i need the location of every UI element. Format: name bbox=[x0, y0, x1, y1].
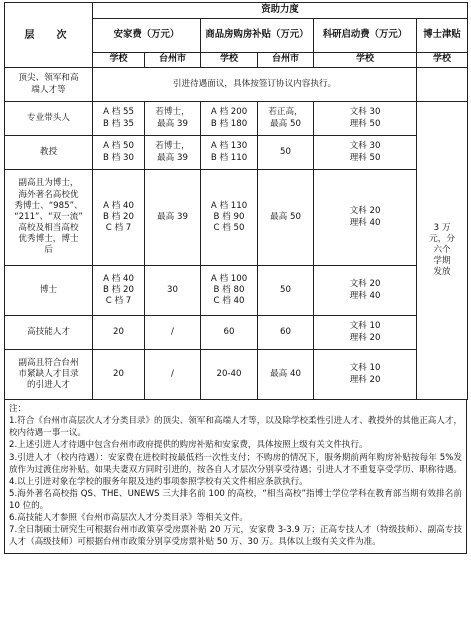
cell-line: A 档 50 bbox=[103, 141, 134, 152]
settle-school-cell bbox=[93, 316, 145, 350]
cell-line: 文科 10 bbox=[349, 363, 381, 374]
cell-line: 文科 20 bbox=[349, 206, 381, 217]
cell-line: 理科 40 bbox=[349, 217, 381, 228]
note-item: 3.引进人才（校内待遇）：安家费在进校时按最低档一次性支付；不购房的情况下，服务期前两年购房补贴按每年 5%发放作为过渡住房补贴。如果夫妻双方同时引进的，按各自人才层次分别享受待遇；引进人才不重复享受学历、职称待遇。 bbox=[9, 452, 462, 475]
cell-line: A 档 40 bbox=[103, 200, 134, 211]
table-row bbox=[5, 170, 468, 266]
postdoc-allowance-header: 博士津贴 bbox=[417, 19, 468, 53]
cell-line: 20-40 bbox=[216, 368, 242, 379]
settle-city-cell bbox=[145, 136, 201, 170]
cell-line: 发放 bbox=[433, 267, 451, 278]
cell-line: 若博士， bbox=[155, 107, 190, 118]
house-school-cell bbox=[201, 102, 258, 136]
research-cell bbox=[314, 266, 417, 316]
cell-line: B 档 30 bbox=[103, 152, 134, 163]
note-item: 7.全日制硕士研究生可根据台州市政策享受房票补贴 20 万元，安家费 3-3.9 万；正高专技人才（特级技师）、副高专技人才（高级技师）可根据台州市政策分别享受房票补贴 50 万、30 万。具体以上级有关文件为准。 bbox=[9, 525, 462, 548]
house-school-cell bbox=[201, 316, 258, 350]
housing-city-subheader: 台州市 bbox=[258, 53, 314, 68]
table-body bbox=[5, 68, 468, 400]
note-item: 6.高技能人才参照《台州市高层次人才分类目录》等相关文件。 bbox=[9, 513, 248, 524]
cell-line: B 档 20 bbox=[103, 211, 134, 222]
research-cell bbox=[314, 136, 417, 170]
house-city-cell bbox=[258, 170, 314, 266]
house-school-cell bbox=[201, 170, 258, 266]
cell-line: 副高且符合台州 bbox=[18, 357, 79, 368]
cell-line: B 档 20 bbox=[103, 284, 134, 295]
cell-line: 海外著名高校优 bbox=[18, 189, 79, 200]
level-cell bbox=[5, 350, 93, 400]
notes-list bbox=[9, 415, 462, 548]
support-header: 资助力度 bbox=[93, 3, 468, 19]
cell-line: 市紧缺人才目录 bbox=[18, 368, 79, 379]
cell-line: 50 bbox=[280, 146, 291, 157]
research-cell bbox=[314, 102, 417, 136]
housing-subsidy-header: 商品房购房补贴（万元） bbox=[201, 19, 314, 53]
cell-line: C 档 50 bbox=[213, 223, 245, 234]
cell-line: 30 bbox=[167, 284, 178, 295]
cell-line: A 档 130 bbox=[210, 141, 248, 152]
cell-line: 文科 30 bbox=[349, 107, 381, 118]
house-city-cell bbox=[258, 350, 314, 400]
cell-line: A 档 40 bbox=[103, 273, 134, 284]
settle-school-cell bbox=[93, 136, 145, 170]
level-cell bbox=[5, 170, 93, 266]
cell-line: / bbox=[171, 326, 174, 337]
cell-line: C 档 40 bbox=[213, 296, 245, 307]
settle-city-cell bbox=[145, 350, 201, 400]
house-city-cell bbox=[258, 136, 314, 170]
research-school-subheader: 学校 bbox=[314, 53, 417, 68]
level-cell bbox=[5, 102, 93, 136]
settle-school-cell bbox=[93, 170, 145, 266]
cell-line: 六个 bbox=[433, 244, 451, 255]
table-row bbox=[5, 136, 468, 170]
settle-school-cell bbox=[93, 266, 145, 316]
level-cell bbox=[5, 266, 93, 316]
cell-line: 若正高， bbox=[268, 107, 303, 118]
cell-line: B 档 180 bbox=[210, 118, 248, 129]
negotiable-cell: 引进待遇面议，具体按签订协议内容执行。 bbox=[93, 68, 417, 102]
cell-line: 3 万 bbox=[433, 222, 451, 233]
postdoc-allowance-cell bbox=[417, 102, 468, 400]
cell-line: 专业带头人 bbox=[27, 112, 70, 123]
cell-line: 60 bbox=[280, 326, 291, 337]
cell-line: 理科 50 bbox=[349, 118, 381, 129]
note-item: 1.符合《台州市高层次人才分类目录》的顶尖、领军和高端人才等，以及除学校柔性引进人才、教授外的其他正高人才，校内待遇一事一议。 bbox=[9, 416, 462, 439]
cell-line: 元，分 bbox=[429, 233, 455, 244]
house-school-cell bbox=[201, 350, 258, 400]
settle-city-subheader: 台州市 bbox=[145, 53, 201, 68]
house-city-cell bbox=[258, 102, 314, 136]
talent-support-table bbox=[4, 2, 468, 400]
research-cell bbox=[314, 170, 417, 266]
cell-line: 最高 39 bbox=[157, 118, 188, 129]
cell-line: 博士 bbox=[39, 284, 58, 295]
cell-line: “211”、“双一流” bbox=[14, 211, 83, 222]
table-row bbox=[5, 102, 468, 136]
settle-school-cell bbox=[93, 102, 145, 136]
cell-line: A 档 200 bbox=[210, 107, 248, 118]
cell-line: 文科 10 bbox=[349, 321, 381, 332]
cell-line: 理科 40 bbox=[349, 290, 381, 301]
cell-line: 理科 20 bbox=[349, 374, 381, 385]
note-item: 5.海外著名高校指 QS、THE、UNEWS 三大排名前 100 的高校，“相当高校”指博士学位学科在教育部当期有效排名前 10 位的。 bbox=[9, 488, 462, 511]
cell-line: A 档 100 bbox=[210, 273, 248, 284]
note-item: 2.上述引进人才待遇中包含台州市政府提供的购房补贴和安家费，具体按照上级有关文件执行。 bbox=[9, 440, 368, 451]
cell-line: 最高 39 bbox=[157, 211, 188, 222]
settle-school-subheader: 学校 bbox=[93, 53, 145, 68]
note-item: 4.以上引进对象在学校的服务年限及违约事项参照学校有关文件相应条款执行。 bbox=[9, 476, 308, 487]
settle-city-cell bbox=[145, 102, 201, 136]
level-cell bbox=[5, 68, 93, 102]
cell-line: 60 bbox=[223, 326, 235, 337]
notes-section bbox=[4, 400, 467, 554]
cell-line: 20 bbox=[113, 368, 124, 379]
cell-line: A 档 55 bbox=[103, 107, 134, 118]
cell-line: 最高 39 bbox=[157, 152, 188, 163]
house-school-cell bbox=[201, 136, 258, 170]
header-row-1 bbox=[5, 3, 468, 19]
cell-line: 端人才等 bbox=[31, 84, 66, 95]
table-row bbox=[5, 266, 468, 316]
cell-line: 的引进人才 bbox=[27, 380, 70, 391]
cell-line: 文科 20 bbox=[349, 279, 381, 290]
cell-line: 最高 50 bbox=[270, 118, 301, 129]
table-row bbox=[5, 68, 468, 102]
cell-line: 后 bbox=[44, 245, 53, 256]
cell-line: 学期 bbox=[433, 256, 451, 267]
cell-line: 若博士， bbox=[155, 141, 190, 152]
cell-line: B 档 90 bbox=[213, 211, 245, 222]
cell-line: 顶尖、领军和高 bbox=[18, 73, 79, 84]
table-row bbox=[5, 350, 468, 400]
cell-line: 副高且为博士， bbox=[18, 178, 79, 189]
research-cell bbox=[314, 350, 417, 400]
cell-line: B 档 80 bbox=[213, 284, 245, 295]
house-city-cell bbox=[258, 316, 314, 350]
cell-line: C 档 7 bbox=[105, 223, 132, 234]
settle-school-cell bbox=[93, 350, 145, 400]
level-header: 层 次 bbox=[5, 3, 93, 68]
research-fund-header: 科研启动费（万元） bbox=[314, 19, 417, 53]
cell-line: 优秀博士，博士 bbox=[18, 234, 79, 245]
cell-line: / bbox=[171, 368, 174, 379]
cell-line: 高技能人才 bbox=[27, 326, 70, 337]
postdoc-school-subheader: 学校 bbox=[417, 53, 468, 68]
table-row bbox=[5, 316, 468, 350]
settle-fee-header: 安家费（万元） bbox=[93, 19, 201, 53]
cell-line: 秀博士、“985”、 bbox=[14, 200, 83, 211]
cell-line: 50 bbox=[280, 284, 291, 295]
housing-school-subheader: 学校 bbox=[201, 53, 258, 68]
research-cell bbox=[314, 316, 417, 350]
cell-line: 最高 40 bbox=[270, 368, 301, 379]
house-school-cell bbox=[201, 266, 258, 316]
house-city-cell bbox=[258, 266, 314, 316]
cell-line: 最高 50 bbox=[270, 211, 301, 222]
cell-line: 高校及相当高校 bbox=[18, 223, 79, 234]
cell-line: A 档 110 bbox=[210, 200, 248, 211]
postdoc-empty-cell bbox=[417, 68, 468, 102]
cell-line: C 档 7 bbox=[105, 296, 132, 307]
settle-city-cell bbox=[145, 316, 201, 350]
settle-city-cell bbox=[145, 266, 201, 316]
cell-line: 理科 50 bbox=[349, 152, 381, 163]
notes-title: 注： bbox=[9, 404, 27, 414]
level-cell bbox=[5, 136, 93, 170]
cell-line: 文科 30 bbox=[349, 141, 381, 152]
cell-line: 教授 bbox=[39, 146, 58, 157]
cell-line: B 档 110 bbox=[210, 152, 248, 163]
settle-city-cell bbox=[145, 170, 201, 266]
level-cell bbox=[5, 316, 93, 350]
cell-line: 20 bbox=[113, 326, 124, 337]
cell-line: B 档 35 bbox=[103, 118, 134, 129]
cell-line: 理科 20 bbox=[349, 332, 381, 343]
